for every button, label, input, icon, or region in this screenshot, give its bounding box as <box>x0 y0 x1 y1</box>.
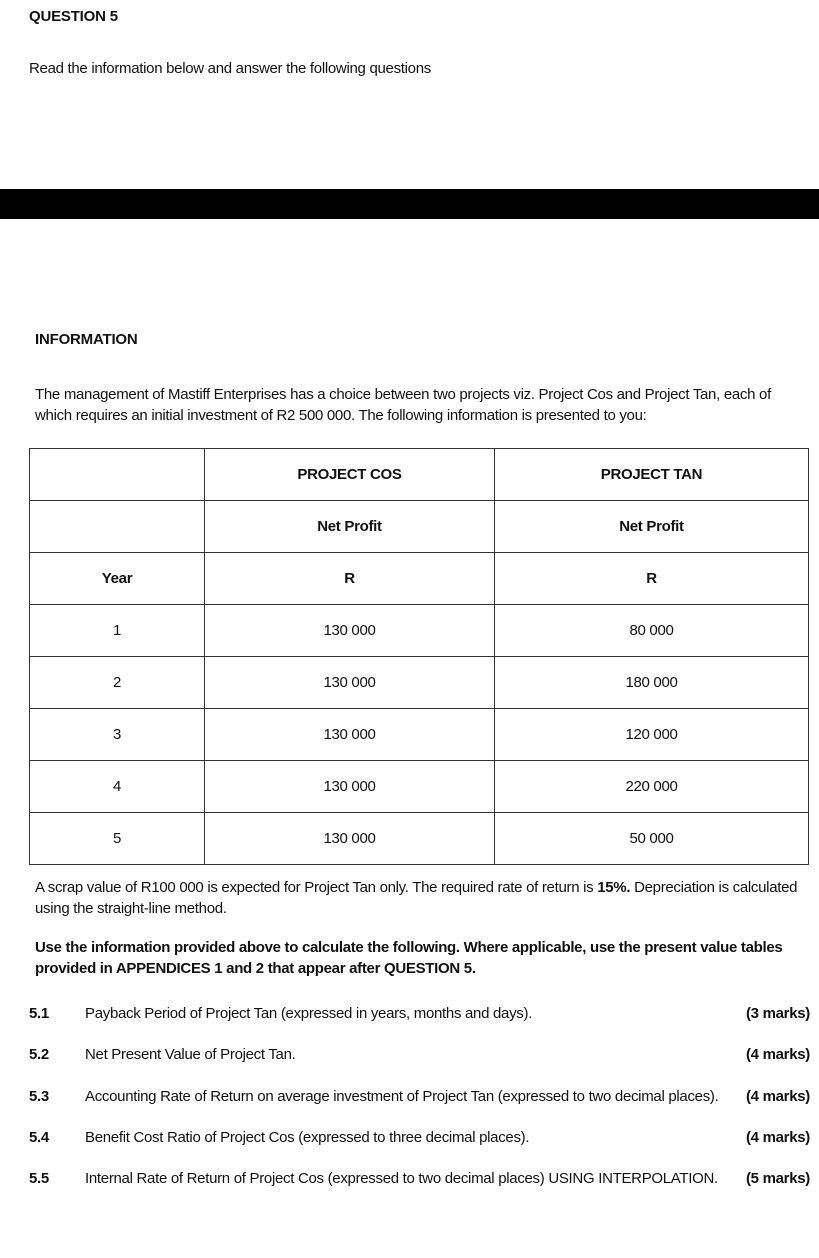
question-text: Internal Rate of Return of Project Cos (expressed to two decimal places) USING INTERPOLATION. <box>85 1170 718 1187</box>
empty-cell <box>30 449 205 501</box>
question-item <box>29 1046 810 1066</box>
year-cell: 3 <box>30 709 205 761</box>
table-units-row <box>30 553 809 605</box>
question-marks: (3 marks) <box>745 1005 810 1022</box>
tan-value-cell: 120 000 <box>495 709 809 761</box>
table-row <box>30 605 809 657</box>
tan-value-cell: 180 000 <box>495 657 809 709</box>
question-number: 5.2 <box>29 1046 49 1063</box>
question-number: 5.4 <box>29 1129 49 1146</box>
question-marks: (4 marks) <box>745 1088 810 1105</box>
scrap-value-note <box>35 877 815 919</box>
question-text: Net Present Value of Project Tan. <box>85 1046 296 1063</box>
required-rate: 15%. <box>597 879 631 896</box>
instructions: Use the information provided above to calculate the following. Where applicable, use the present value tables provided in APPENDICES 1 and 2 that appear after QUESTION 5. <box>35 939 783 977</box>
tan-value-cell: 220 000 <box>495 761 809 813</box>
question-marks: (5 marks) <box>745 1170 810 1187</box>
cos-value-cell: 130 000 <box>205 605 495 657</box>
question-number: 5.5 <box>29 1170 49 1187</box>
table-row <box>30 709 809 761</box>
question-item <box>29 1088 810 1108</box>
question-number: 5.3 <box>29 1088 49 1105</box>
header-project-cos: PROJECT COS <box>205 449 495 501</box>
cos-value-cell: 130 000 <box>205 761 495 813</box>
tan-value-cell: 80 000 <box>495 605 809 657</box>
projects-table <box>29 448 809 865</box>
question-title: QUESTION 5 <box>29 8 118 25</box>
header-project-tan: PROJECT TAN <box>495 449 809 501</box>
cos-value-cell: 130 000 <box>205 657 495 709</box>
information-paragraph: The management of Mastiff Enterprises has a choice between two projects viz. Project Cos and Project Tan, each of which requires an initial investment of R2 500 000. The following information is presented to you: <box>35 386 771 424</box>
year-cell: 4 <box>30 761 205 813</box>
cos-unit: R <box>205 553 495 605</box>
question-item <box>29 1129 810 1149</box>
question-text: Accounting Rate of Return on average investment of Project Tan (expressed to two decimal places). <box>85 1088 719 1105</box>
scrap-text-start: A scrap value of R100 000 is expected for Project Tan only. The required rate of return is <box>35 879 598 896</box>
year-cell: 2 <box>30 657 205 709</box>
table-header-row <box>30 449 809 501</box>
table-row <box>30 657 809 709</box>
tan-unit: R <box>495 553 809 605</box>
year-cell: 5 <box>30 813 205 865</box>
year-header: Year <box>30 553 205 605</box>
question-item <box>29 1170 810 1190</box>
question-text: Benefit Cost Ratio of Project Cos (expressed to three decimal places). <box>85 1129 530 1146</box>
table-subheader-row <box>30 501 809 553</box>
question-text: Payback Period of Project Tan (expressed in years, months and days). <box>85 1005 533 1022</box>
information-heading: INFORMATION <box>35 331 138 348</box>
question-number: 5.1 <box>29 1005 49 1022</box>
tan-value-cell: 50 000 <box>495 813 809 865</box>
table-row <box>30 813 809 865</box>
empty-cell <box>30 501 205 553</box>
scrap-text-end: Depreciation is calculated using the straight-line method. <box>35 879 798 917</box>
year-cell: 1 <box>30 605 205 657</box>
subheader-tan-net-profit: Net Profit <box>495 501 809 553</box>
intro-text: Read the information below and answer the following questions <box>29 60 431 77</box>
table-row <box>30 761 809 813</box>
cos-value-cell: 130 000 <box>205 813 495 865</box>
question-item <box>29 1005 810 1025</box>
question-marks: (4 marks) <box>745 1129 810 1146</box>
question-marks: (4 marks) <box>745 1046 810 1063</box>
subheader-cos-net-profit: Net Profit <box>205 501 495 553</box>
cos-value-cell: 130 000 <box>205 709 495 761</box>
redaction-bar <box>0 189 819 219</box>
